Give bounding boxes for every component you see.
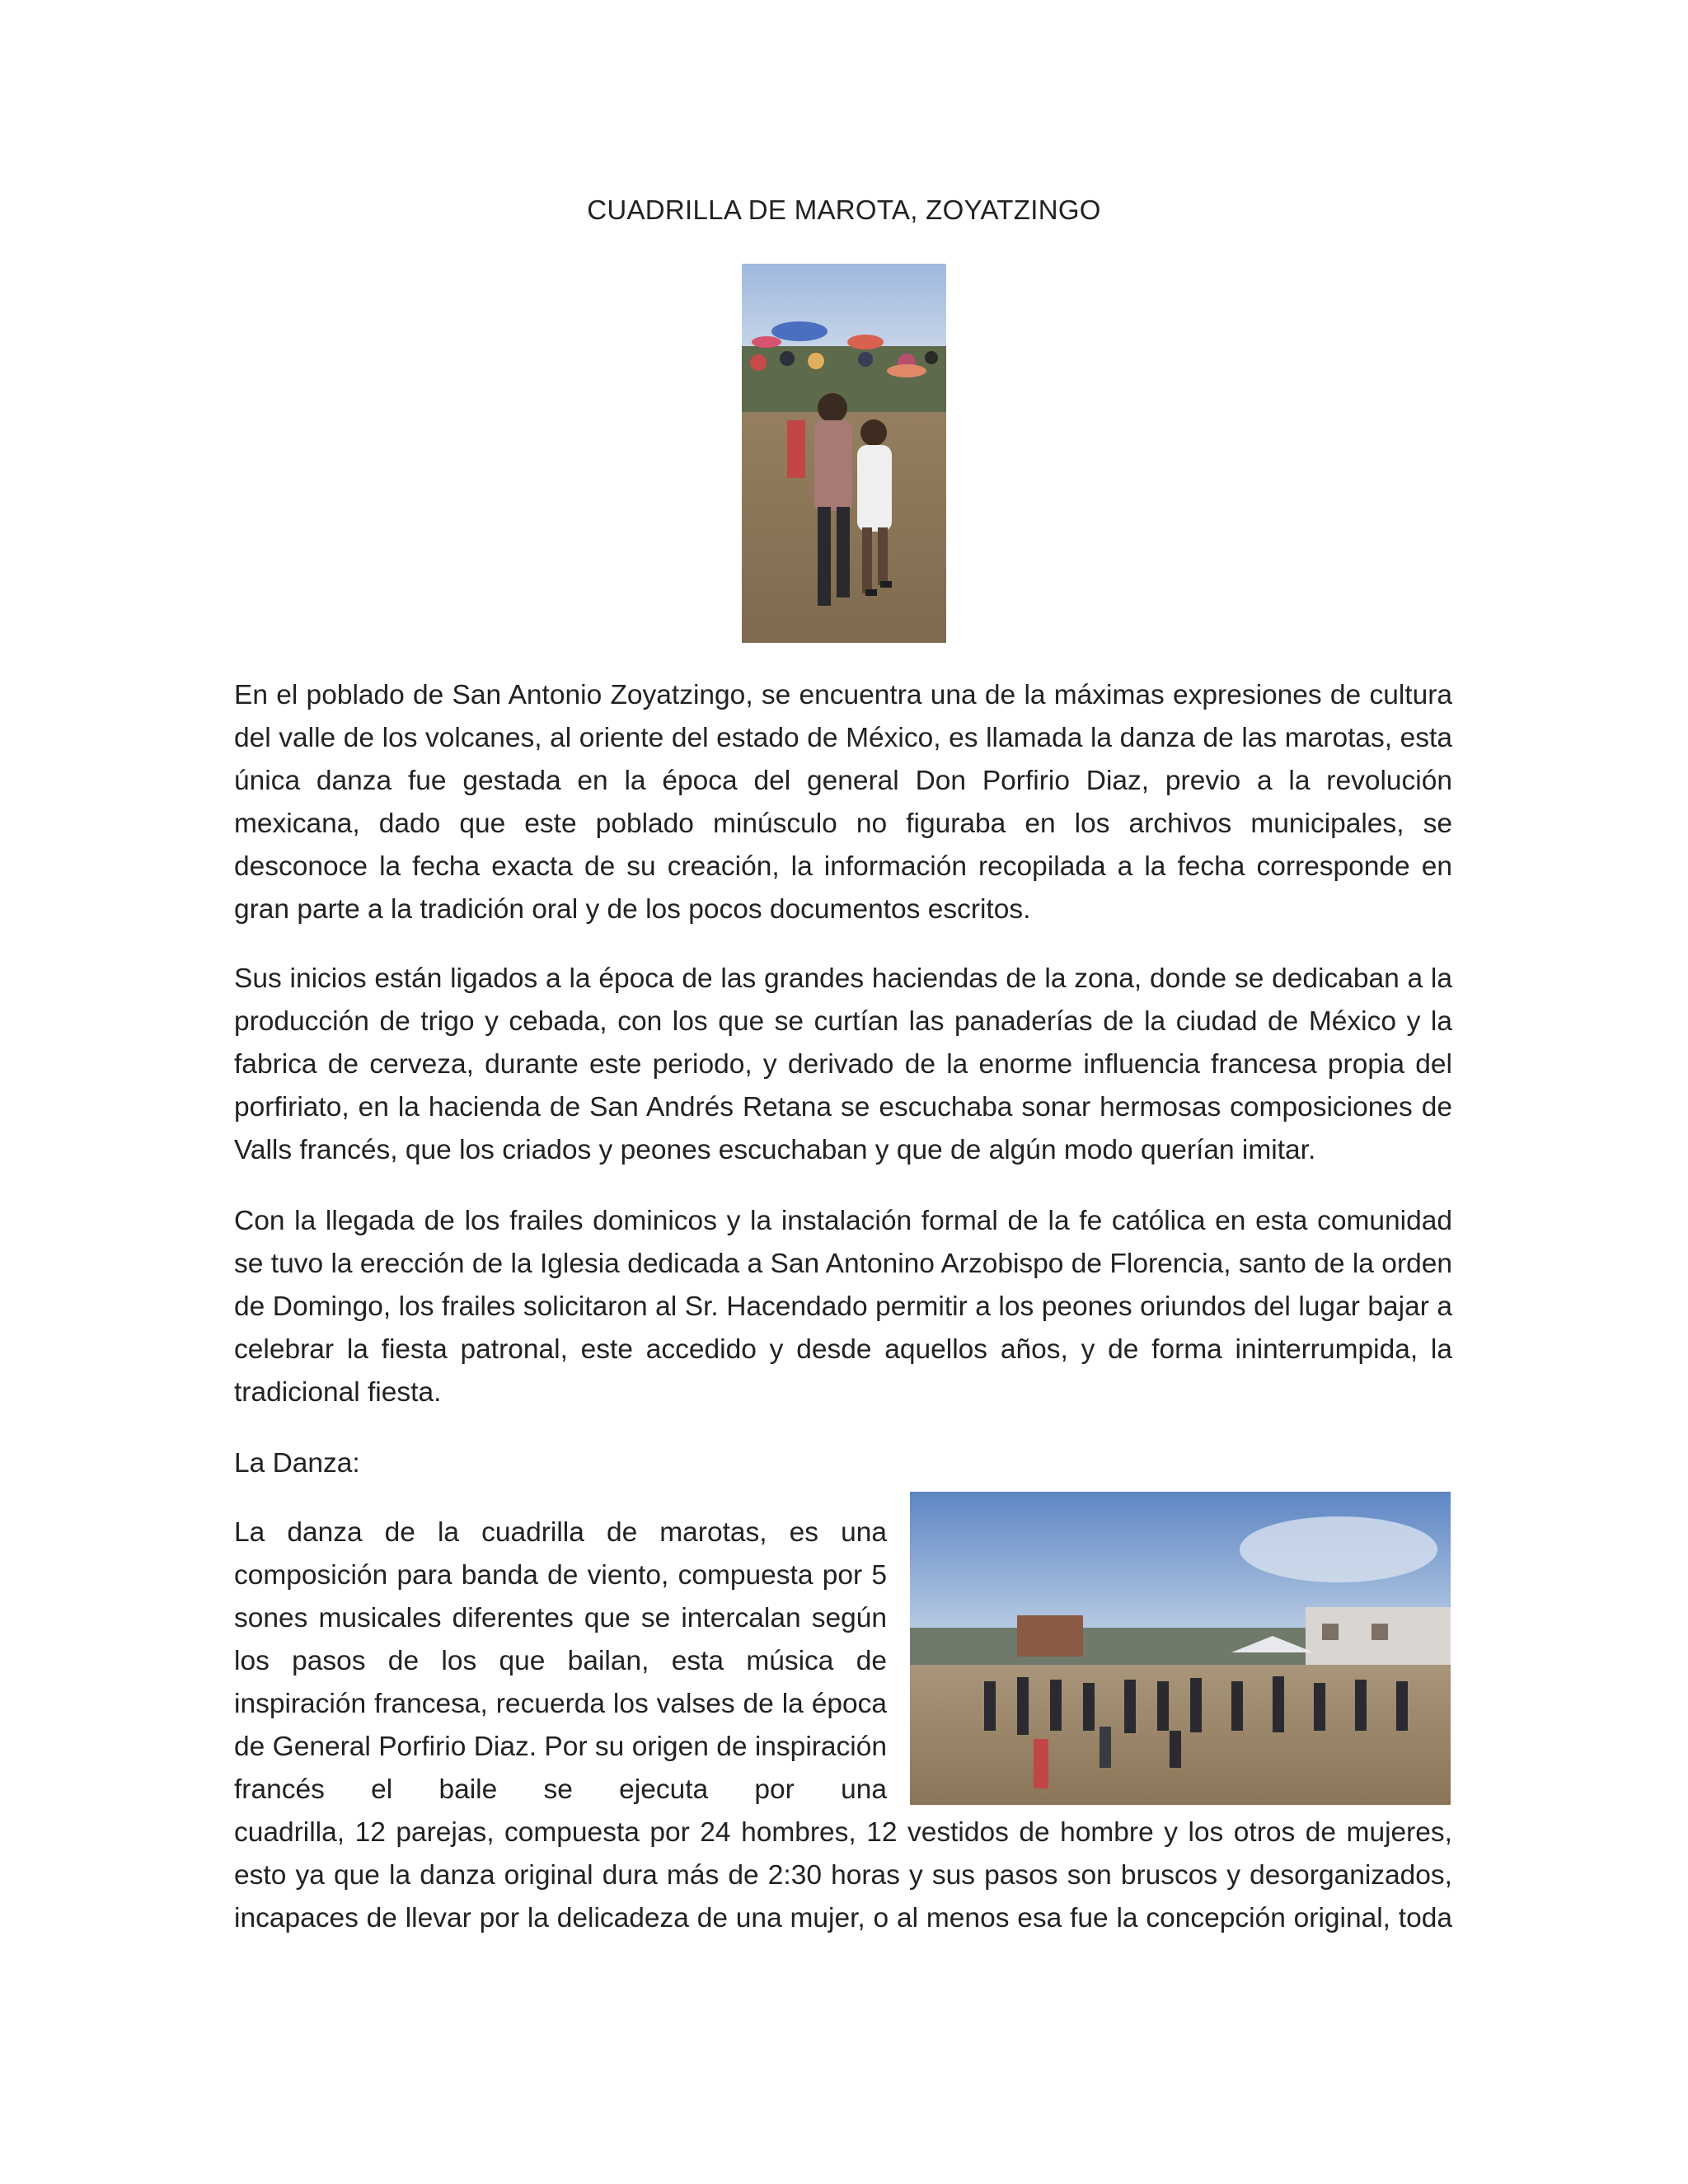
paragraph-3: Con la llegada de los frailes dominicos y la instalación formal de la fe católica en esta comunidad se tuvo la erección de la Iglesia dedicada a San Antonino Arzobispo de Florencia, santo de la orden de Domingo, los frailes solicitaron al Sr. Hacendado permitir a los peones oriundos del lugar bajar a celebrar la fiesta patronal, este accedido y desde aquellos años, y de forma ininterrumpida, la tradicional fiesta. [234,1206,1452,1408]
paragraph-1: En el poblado de San Antonio Zoyatzingo, se encuentra una de la máximas expresiones de cultura del valle de los volcanes, al oriente del estado de México, es llamada la danza de las marotas, esta única danza fue gestada en la época del general Don Porfirio Diaz, previo a la revolución mexicana, dado que este poblado minúsculo no figuraba en los archivos municipales, se desconoce la fecha exacta de su creación, la información recopilada a la fecha corresponde en gran parte a la tradición oral y de los pocos documentos escritos. [234,680,1452,925]
section-heading: La Danza: [234,1448,360,1479]
paragraph-2: Sus inicios están ligados a la época de las grandes haciendas de la zona, donde se dedicaban a la producción de trigo y cebada, con los que se curtían las panaderías de la ciudad de México y la fabrica de cerveza, durante este periodo, y derivado de la enorme influencia francesa propia del porfiriato, en la hacienda de San Andrés Retana se escuchaba sonar hermosas composiciones de Valls francés, que los criados y peones escuchaban y que de algún modo querían imitar. [234,963,1452,1165]
dance-group-photo [910,1492,1451,1805]
paragraph-4-wrapped: La danza de la cuadrilla de marotas, es una composición para banda de viento, compuesta por 5 sones musicales diferentes que se intercalan según los pasos de los que bailan, esta música de inspiración francesa, recuerda los valses de la época de General Porfirio Diaz. Por su origen de inspiración francés el baile se ejecuta por una [234,1517,887,1805]
dancing-couple-photo [742,264,946,643]
paragraph-4-continuation: cuadrilla, 12 parejas, compuesta por 24 hombres, 12 vestidos de hombre y los otros de mujeres, esto ya que la danza original dura más de 2:30 horas y sus pasos son bruscos y desorganizados, incapaces de llevar por la delicadeza de una mujer, o al menos esa fue la concepción original, toda [234,1817,1452,1933]
page-title: CUADRILLA DE MAROTA, ZOYATZINGO [587,194,1101,225]
